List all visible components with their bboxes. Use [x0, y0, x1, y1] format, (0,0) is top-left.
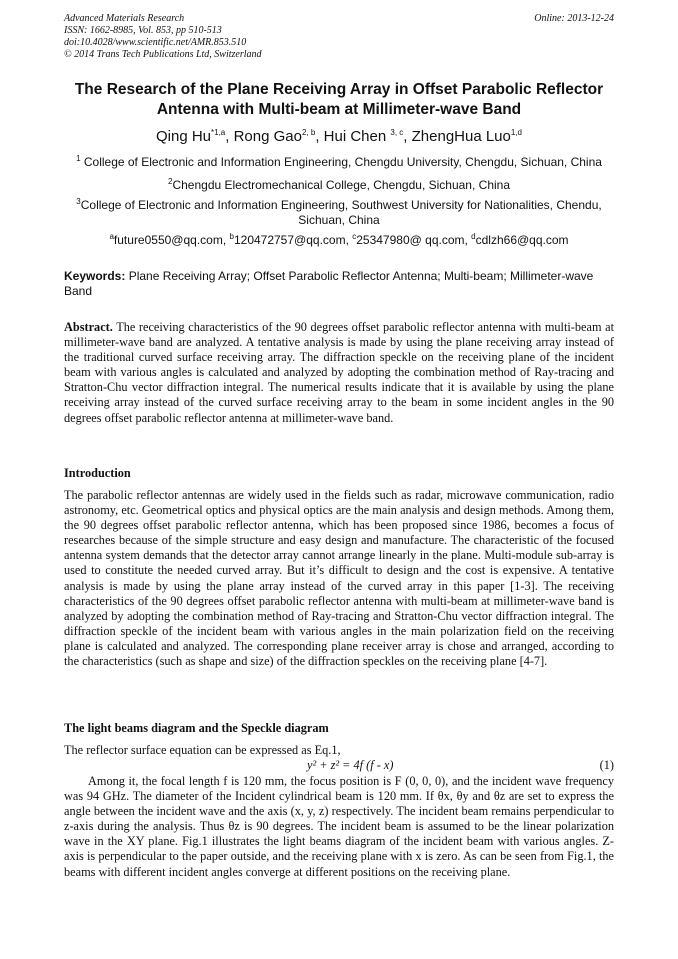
equation-line [64, 758, 614, 773]
section-heading: The light beams diagram and the Speckle diagram [64, 721, 329, 735]
keywords-text: Plane Receiving Array; Offset Parabolic Reflector Antenna; Multi-beam; Millimeter-wave Band [64, 269, 594, 298]
doi-line: doi:10.4028/www.scientific.net/AMR.853.510 [64, 37, 247, 48]
affiliation-1: $^1$ College of Electronic and Information Engineering, Chengdu University, Chengdu, Sichuan, China [76, 154, 602, 169]
equation-intro: The reflector surface equation can be expressed as Eq.1, [64, 743, 341, 757]
affiliation-2: $^2$Chengdu Electromechanical College, Chengdu, Sichuan, China [168, 177, 510, 192]
issn-line: ISSN: 1662-8985, Vol. 853, pp 510-513 [64, 25, 222, 36]
equation: y² + z² = 4f (f - x) [307, 758, 394, 772]
introduction-heading: Introduction [64, 466, 131, 480]
keywords [64, 269, 614, 299]
introduction-text: The parabolic reflector antennas are widely used in the fields such as radar, microwave communication, radio astronomy, etc. Geometrical optics and physical optics are the main analysis and design methods. Among them, the 90 degrees offset parabolic reflector antenna, which has been proposed since 1986, becomes a focus of researches because of the simple structure and easy design and manufacture. The characteristic of the focused antenna system demands that the detector array cannot arrange linearly in the plane. Multi-module sub-array is used to constitute the needed curved array. But it’s difficult to design and the cost is expensive. A tentative analysis is made by using the plane array instead of the curved array in this paper [1-3]. The receiving characteristics of the 90 degrees offset parabolic reflector antenna with multi-beam at millimeter-wave band is analyzed by adopting the combination method of Ray-tracing and Stratton-Chu vector diffraction integral. The diffraction speckle of the incident beam with various angles in the main polarization field on the receiving plane is calculated and analyzed. The corresponding plane receiver array is chose and arranged, according to the characteristics (such as shape and size) of the diffraction speckles on the receiving plane [4-7]. [64, 488, 614, 669]
author-list [0, 128, 678, 145]
author: Rong Gao$^{2, b}$, [233, 128, 324, 145]
equation-number: (1) [599, 758, 614, 772]
affiliation-3: $^3$College of Electronic and Information Engineering, Southwest University for Nationalities, Chendu, Sichuan, China [76, 197, 602, 227]
email-list: $^a$future0550@qq.com, $^b$120472757@qq.com, $^c$25347980@ qq.com, $^d$cdlzh66@qq.com [109, 232, 569, 247]
author: Qing Hu$^{*1,a}$, [155, 128, 234, 145]
abstract [64, 320, 614, 426]
author: ZhengHua Luo$^{1,d}$ [411, 128, 522, 145]
abstract-text: The receiving characteristics of the 90 degrees offset parabolic reflector antenna with multi-beam at millimeter-wave band are analyzed. A tentative analysis is made by using the plane receiving array instead of the traditional curved surface receiving array. The diffraction speckle on the receiving plane of the incident beam with various angles is calculated and analyzed by adopting the combination method of Ray-tracing and Stratton-Chu vector diffraction integral. The numerical results indicate that it is available by using the plane receiving array instead of the curved surface receiving array to the beam in some incident angles in the 90 degrees offset parabolic reflector antenna at millimeter-wave band. [64, 320, 614, 425]
copyright-line: © 2014 Trans Tech Publications Ltd, Switzerland [64, 49, 262, 60]
abstract-label: Abstract. [64, 320, 113, 334]
author: Hui Chen $^{3, c}$, [323, 128, 412, 145]
keywords-label: Keywords: [64, 269, 126, 283]
journal-name: Advanced Materials Research [64, 13, 185, 24]
online-date: Online: 2013-12-24 [534, 13, 614, 24]
paper-title: The Research of the Plane Receiving Array in Offset Parabolic Reflector Antenna with Multi-beam at Millimeter-wave Band [74, 81, 604, 118]
section-paragraph: Among it, the focal length f is 120 mm, the focus position is F (0, 0, 0), and the incident wave frequency was 94 GHz. The diameter of the Incident cylindrical beam is 120 mm. If θx, θy and θz are set to express the angle between the incident wave and the axis (x, y, z) respectively. The incident beam remains perpendicular to z-axis during the analysis. Thus θz is 90 degrees. The incident beam is assumed to be the linear polarization wave in the XY plane. Fig.1 illustrates the light beams diagram of the incident beam with various angles. Z-axis is perpendicular to the paper outside, and the receiving plane with x is zero. As can be seen from Fig.1, the beams with different incident angles converge at different positions on the receiving plane. [64, 774, 614, 879]
journal-header [64, 13, 262, 61]
